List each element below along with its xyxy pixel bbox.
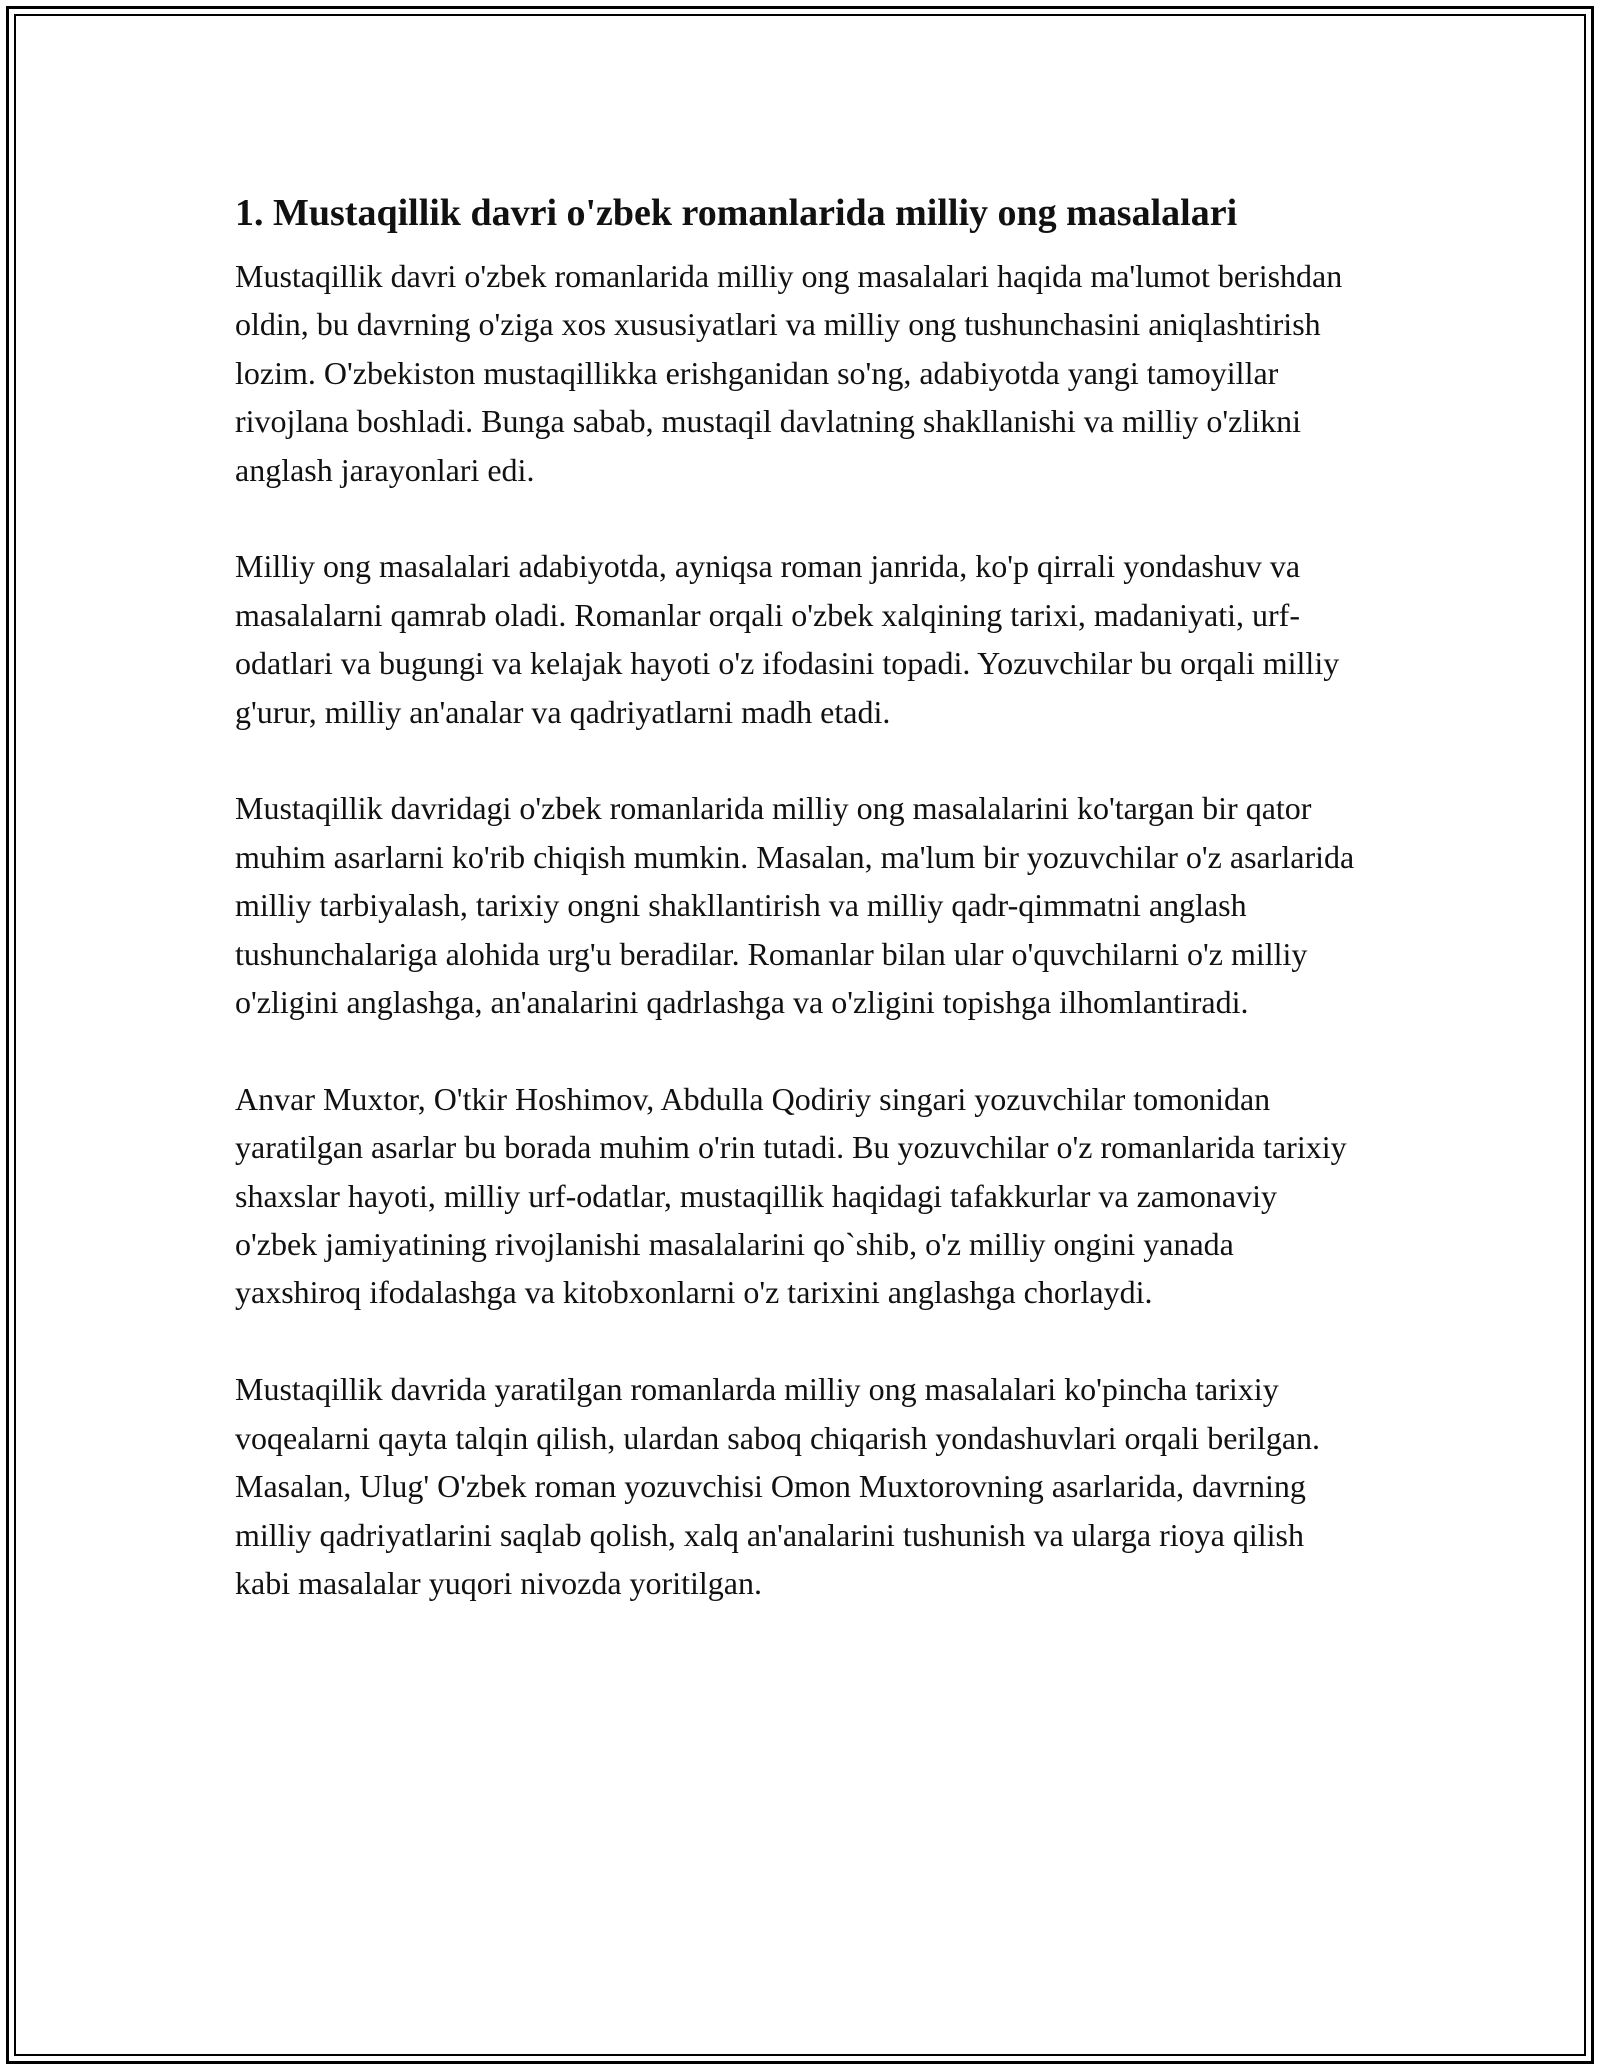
- paragraph-1: Mustaqillik davri o'zbek romanlarida milliy ong masalalari haqida ma'lumot berishdan oldin, bu davrning o'ziga xos xususiyatlari va milliy ong tushunchasini aniqlashtirish lozim. O'zbekiston mustaqillikka erishganidan so'ng, adabiyotda yangi tamoyillar rivojlana boshladi. Bunga sabab, mustaqil davlatning shakllanishi va milliy o'zlikni anglash jarayonlari edi.: [235, 258, 1343, 488]
- document-body: [235, 184, 1365, 1607]
- paragraph-3: Mustaqillik davridagi o'zbek romanlarida milliy ong masalalarini ko'targan bir qator muhim asarlarni ko'rib chiqish mumkin. Masalan, ma'lum bir yozuvchilar o'z asarlarida milliy tarbiyalash, tarixiy ongni shakllantirish va milliy qadr-qimmatni anglash tushunchalariga alohida urg'u beradilar. Romanlar bilan ular o'quvchilarni o'z milliy o'zligini anglashga, an'analarini qadrlashga va o'zligini topishga ilhomlantiradi.: [235, 790, 1355, 1021]
- paragraph-5: Mustaqillik davrida yaratilgan romanlarda milliy ong masalalari ko'pincha tarixiy voqealarni qayta talqin qilish, ulardan saboq chiqarish yondashuvlari orqali berilgan. Masalan, Ulug' O'zbek roman yozuvchisi Omon Muxtorovning asarlarida, davrning milliy qadriyatlarini saqlab qolish, xalq an'analarini tushunish va ularga rioya qilish kabi masalalar yuqori nivozda yoritilgan.: [235, 1371, 1321, 1601]
- paragraph-4: Anvar Muxtor, O'tkir Hoshimov, Abdulla Qodiriy singari yozuvchilar tomonidan yaratilgan asarlar bu borada muhim o'rin tutadi. Bu yozuvchilar o'z romanlarida tarixiy shaxslar hayoti, milliy urf-odatlar, mustaqillik haqidagi tafakkurlar va zamonaviy o'zbek jamiyatining rivojlanishi masalalarini qo`shib, o'z milliy ongini yanada yaxshiroq ifodalashga va kitobxonlarni o'z tarixini anglashga chorlaydi.: [235, 1080, 1347, 1311]
- paragraph-2: Milliy ong masalalari adabiyotda, ayniqsa roman janrida, ko'p qirrali yondashuv va masalalarni qamrab oladi. Romanlar orqali o'zbek xalqining tarixi, madaniyati, urf-odatlari va bugungi va kelajak hayoti o'z ifodasini topadi. Yozuvchilar bu orqali milliy g'urur, milliy an'analar va qadriyatlarni madh etadi.: [235, 548, 1340, 730]
- document-title: 1. Mustaqillik davri o'zbek romanlarida milliy ong masalalari: [235, 192, 1238, 234]
